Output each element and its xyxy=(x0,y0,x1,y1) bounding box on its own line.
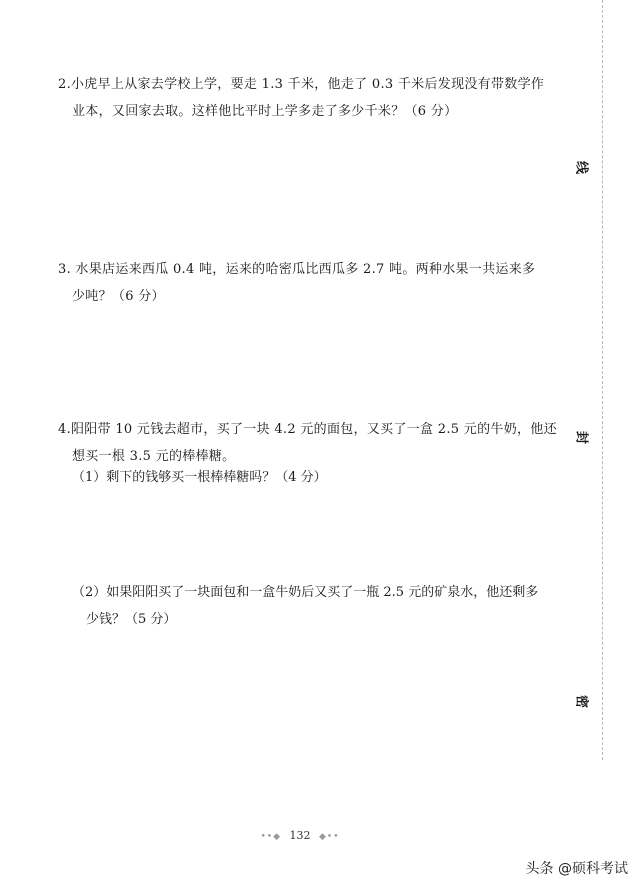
question-2 xyxy=(58,71,558,125)
footer-dots-left: ••◆ xyxy=(260,832,281,842)
binding-label-top: 线 xyxy=(573,160,589,174)
question-2-line-2: 业本，又回家去取。这样他比平时上学多走了多少千米？（6 分） xyxy=(72,104,458,119)
question-4-part-2-line-1: （2）如果阳阳买了一块面包和一盒牛奶后又买了一瓶 2.5 元的矿泉水，他还剩多 xyxy=(72,585,539,600)
question-3-line-2: 少吨？（6 分） xyxy=(72,289,165,304)
question-4-part-2 xyxy=(72,579,560,633)
question-4-line-1: 4.阳阳带 10 元钱去超市，买了一块 4.2 元的面包，又买了一盒 2.5 元的牛奶，他还 xyxy=(58,422,557,437)
question-3 xyxy=(58,256,558,310)
watermark: 头条 @硕科考试 xyxy=(525,861,628,877)
binding-label-bottom: 密 xyxy=(573,694,589,708)
question-2-line-1: 2.小虎早上从家去学校上学，要走 1.3 千米，他走了 0.3 千米后发现没有带数学作 xyxy=(58,77,545,92)
footer-dots-right: ◆•• xyxy=(319,832,340,842)
binding-line xyxy=(602,0,603,760)
question-4 xyxy=(58,416,558,470)
binding-label-middle: 封 xyxy=(573,430,589,444)
question-4-part-2-line-2: 少钱？（5 分） xyxy=(86,612,177,627)
question-4-part-1-text: （1）剩下的钱够买一根棒棒糖吗？（4 分） xyxy=(72,470,327,485)
question-4-part-1 xyxy=(72,464,560,491)
question-4-line-2: 想买一根 3.5 元的棒棒糖。 xyxy=(72,449,236,464)
page-footer xyxy=(0,829,600,842)
page-number: 132 xyxy=(289,829,311,842)
question-3-line-1: 3. 水果店运来西瓜 0.4 吨，运来的哈密瓜比西瓜多 2.7 吨。两种水果一共运来多 xyxy=(58,262,536,277)
